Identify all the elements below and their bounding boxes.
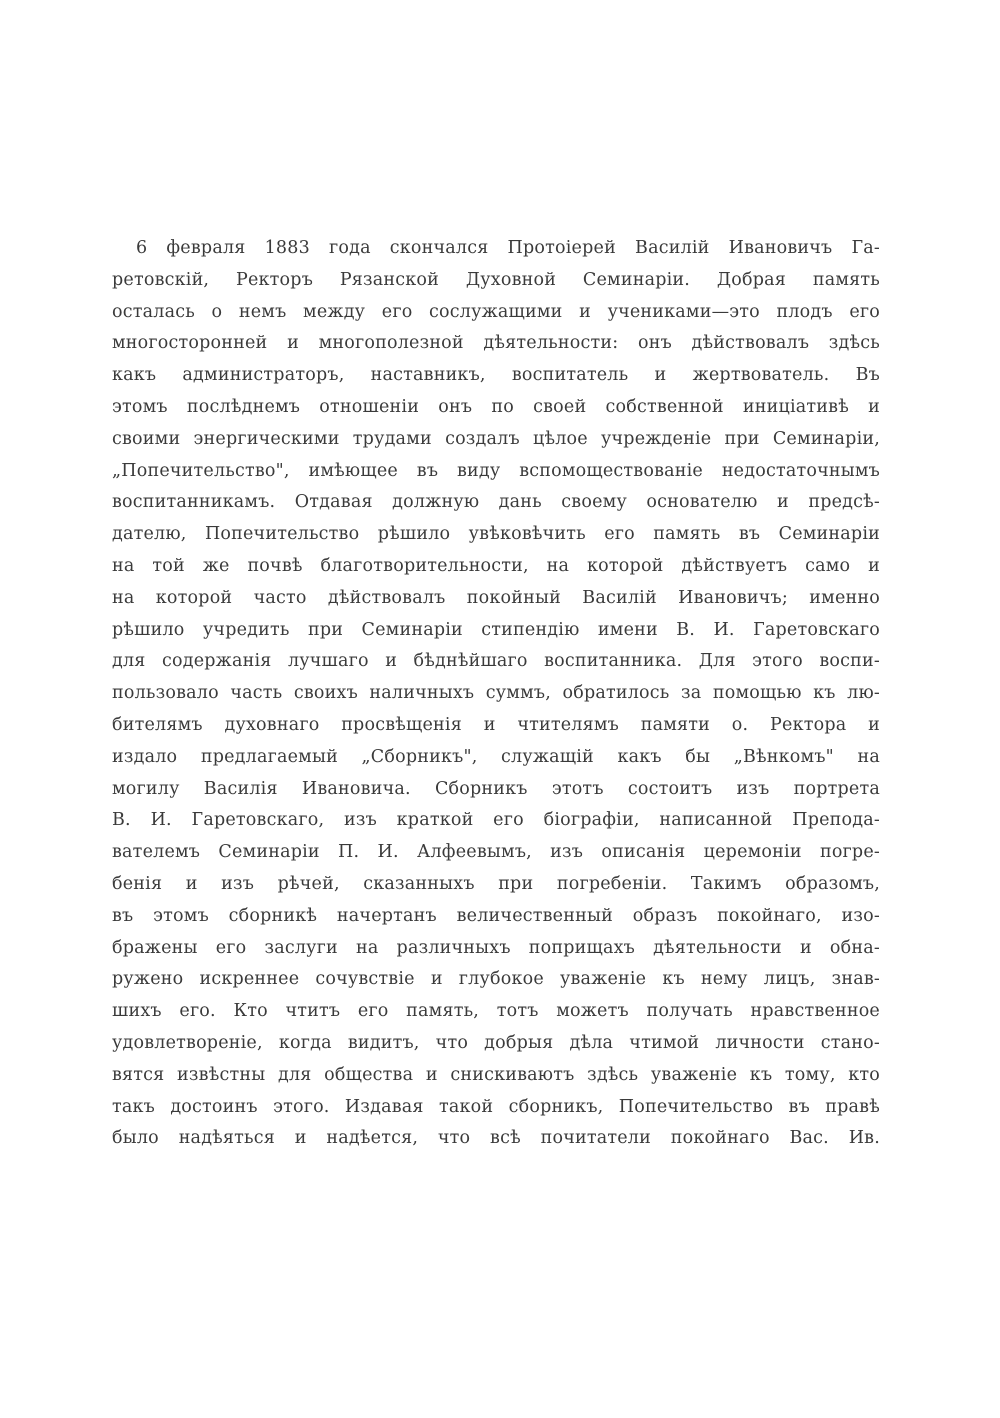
text-line: бенія и изъ рѣчей, сказанныхъ при погребеніи. Такимъ образомъ, (112, 873, 880, 894)
body-text (112, 233, 880, 1155)
text-line: на той же почвѣ благотворительности, на которой дѣйствуетъ само и (112, 555, 880, 576)
text-line: для содержанія лучшаго и бѣднѣйшаго воспитанника. Для этого воспи- (112, 651, 880, 672)
text-line: вателемъ Семинаріи П. И. Алфеевымъ, изъ описанія церемоніи погре- (112, 842, 880, 863)
text-line: бражены его заслуги на различныхъ поприщахъ дѣятельности и обна- (112, 937, 880, 958)
text-line: вятся извѣстны для общества и снискиваютъ здѣсь уваженіе къ тому, кто (112, 1064, 880, 1085)
text-line: „Попечительство", имѣющее въ виду вспомоществованіе недостаточнымъ (112, 460, 880, 481)
text-line: могилу Василія Ивановича. Сборникъ этотъ состоитъ изъ портрета (112, 778, 880, 799)
text-line: какъ администраторъ, наставникъ, воспитатель и жертвователь. Въ (112, 365, 880, 386)
text-line: такъ достоинъ этого. Издавая такой сборникъ, Попечительство въ правѣ (112, 1096, 880, 1117)
text-line: бителямъ духовнаго просвѣщенія и чтителямъ памяти о. Ректора и (112, 714, 880, 735)
text-line: В. И. Гаретовскаго, изъ краткой его біографіи, написанной Препода- (112, 810, 880, 831)
text-line: въ этомъ сборникѣ начертанъ величественный образъ покойнаго, изо- (112, 905, 880, 926)
text-line: 6 февраля 1883 года скончался Протоіерей Василій Ивановичъ Га- (136, 238, 880, 258)
text-line: осталась о немъ между его сослужащими и учениками—это плодъ его (112, 301, 880, 322)
text-line: рѣшило учредить при Семинаріи стипендію имени В. И. Гаретовскаго (112, 619, 880, 640)
text-line: ружено искреннее сочувствіе и глубокое уваженіе къ нему лицъ, знав- (112, 969, 880, 990)
text-line: на которой часто дѣйствовалъ покойный Василій Ивановичъ; именно (112, 587, 880, 608)
text-line: своими энергическими трудами создалъ цѣлое учрежденіе при Семинаріи, (112, 428, 880, 449)
text-line: этомъ послѣднемъ отношеніи онъ по своей собственной иниціативѣ и (112, 396, 880, 417)
text-line: многосторонней и многополезной дѣятельности: онъ дѣйствовалъ здѣсь (112, 333, 880, 354)
text-line: было надѣяться и надѣется, что всѣ почитатели покойнаго Вас. Ив. (112, 1128, 880, 1149)
text-line: дателю, Попечительство рѣшило увѣковѣчить его память въ Семинаріи (112, 524, 880, 545)
text-line: пользовало часть своихъ наличныхъ суммъ, обратилось за помощью къ лю- (112, 683, 880, 704)
text-line: удовлетвореніе, когда видитъ, что добрыя дѣла чтимой личности стано- (112, 1032, 880, 1053)
text-line: издало предлагаемый „Сборникъ", служащій какъ бы „Вѣнкомъ" на (112, 746, 880, 767)
text-line: ретовскій, Ректоръ Рязанской Духовной Семинаріи. Добрая память (112, 269, 880, 290)
text-line: воспитанникамъ. Отдавая должную дань своему основателю и предсѣ- (112, 492, 880, 513)
text-line: шихъ его. Кто чтитъ его память, тотъ можетъ получать нравственное (112, 1001, 880, 1022)
